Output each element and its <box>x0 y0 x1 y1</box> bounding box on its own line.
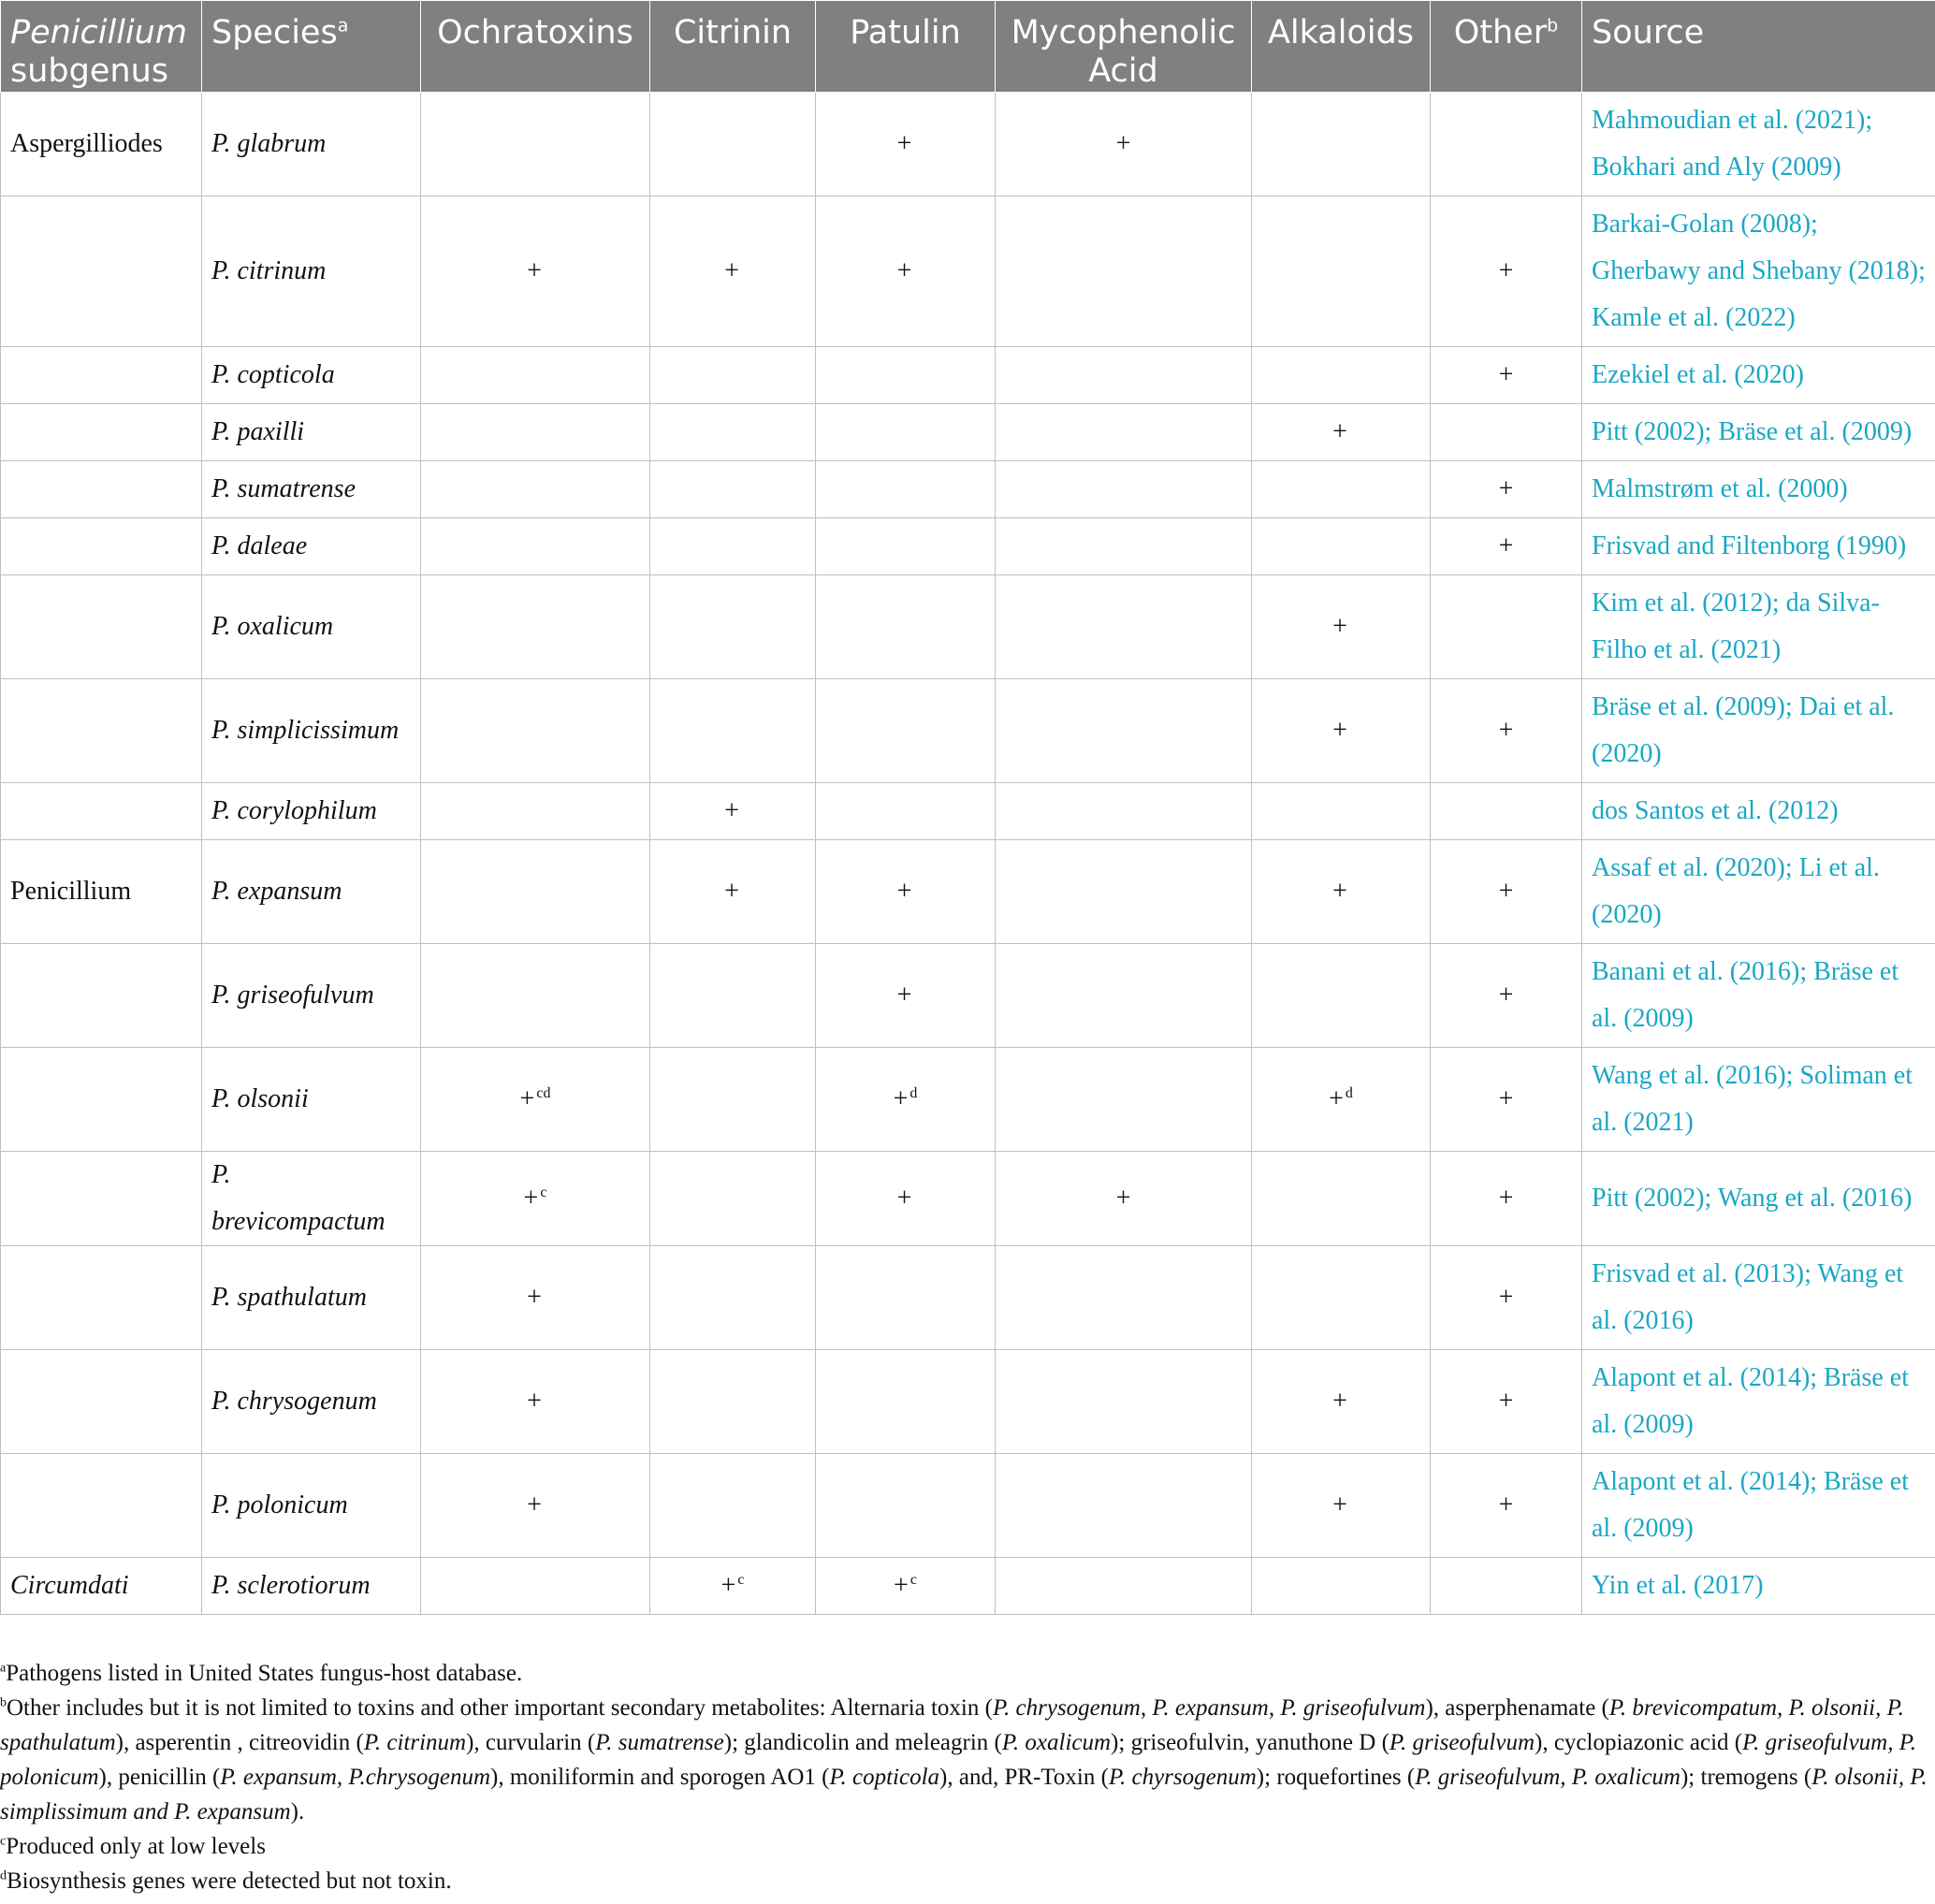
cell-ochratoxins <box>421 944 650 1048</box>
cell-subgenus <box>1 518 202 575</box>
cell-species: P. olsonii <box>202 1048 421 1152</box>
header-source: Source <box>1582 1 1935 93</box>
cell-ochratoxins <box>421 575 650 679</box>
cell-mycophenolic <box>996 783 1252 840</box>
cell-mycophenolic <box>996 679 1252 783</box>
cell-citrinin <box>650 1350 816 1454</box>
cell-other <box>1431 1048 1582 1152</box>
cell-source[interactable]: Mahmoudian et al. (2021); Bokhari and Aly (2009) <box>1582 93 1935 196</box>
cell-alkaloids <box>1252 1048 1431 1152</box>
cell-subgenus <box>1 1454 202 1558</box>
footnote-b-text: Other includes but it is not limited to toxins and other important secondary metabolites: Alternaria toxin (P. chrysogenum, P. expansum, P. griseofulvum), asperphenamate (P. brevicompatum, P. olsonii, P. spathulatum), asperentin , citreovidin (P. citrinum), curvularin (P. sumatrense); glandicolin and meleagrin (P. oxalicum); griseofulvin, yanuthone D (P. griseofulvum), cyclopiazonic acid (P. griseofulvum, P. polonicum), penicillin (P. expansum, P.chrysogenum), moniliformin and sporogen AO1 (P. copticola), and, PR-Toxin (P. chyrsogenum); roquefortines (P. griseofulvum, P. oxalicum); tremogens (P. olsonii, P. simplissimum and P. expansum). <box>0 1695 1928 1824</box>
cell-patulin <box>816 93 996 196</box>
cell-patulin <box>816 575 996 679</box>
cell-alkaloids <box>1252 783 1431 840</box>
cell-subgenus: Aspergilliodes <box>1 93 202 196</box>
cell-mycophenolic <box>996 944 1252 1048</box>
cell-other-mark: + <box>1498 531 1514 560</box>
cell-alkaloids <box>1252 1454 1431 1558</box>
cell-other-mark: + <box>1498 981 1514 1010</box>
cell-ochratoxins <box>421 1152 650 1246</box>
cell-species: P. corylophilum <box>202 783 421 840</box>
footnote-d <box>0 1864 1929 1898</box>
cell-patulin <box>816 347 996 404</box>
table-row <box>1 404 1935 461</box>
table-row <box>1 575 1935 679</box>
cell-other <box>1431 347 1582 404</box>
cell-citrinin <box>650 404 816 461</box>
cell-ochratoxins <box>421 1454 650 1558</box>
cell-species: P. spathulatum <box>202 1246 421 1350</box>
cell-subgenus <box>1 347 202 404</box>
cell-other-mark: + <box>1498 360 1514 389</box>
cell-mycophenolic <box>996 1152 1252 1246</box>
cell-source[interactable]: Kim et al. (2012); da Silva-Filho et al. (2021) <box>1582 575 1935 679</box>
cell-patulin-mark: + <box>896 256 912 285</box>
cell-citrinin <box>650 461 816 518</box>
footnote-a-mark: a <box>0 1661 7 1676</box>
cell-source[interactable]: Yin et al. (2017) <box>1582 1558 1935 1615</box>
cell-patulin <box>816 461 996 518</box>
cell-mycophenolic-mark: + <box>1115 1184 1131 1213</box>
header-subgenus-word: subgenus <box>10 52 168 90</box>
cell-mycophenolic <box>996 1350 1252 1454</box>
cell-ochratoxins <box>421 93 650 196</box>
table-row <box>1 783 1935 840</box>
header-other-footnote-mark: b <box>1547 15 1559 36</box>
cell-source[interactable]: Bräse et al. (2009); Dai et al. (2020) <box>1582 679 1935 783</box>
footnote-b <box>0 1691 1929 1829</box>
cell-patulin <box>816 679 996 783</box>
cell-subgenus <box>1 679 202 783</box>
table-row <box>1 1350 1935 1454</box>
cell-mycophenolic <box>996 461 1252 518</box>
cell-patulin-footnote-mark: d <box>909 1084 918 1101</box>
cell-other-mark: + <box>1498 1490 1514 1519</box>
cell-subgenus <box>1 461 202 518</box>
cell-other-mark: + <box>1498 256 1514 285</box>
cell-other-mark: + <box>1498 474 1514 503</box>
cell-alkaloids <box>1252 404 1431 461</box>
cell-species: P. expansum <box>202 840 421 944</box>
table-row <box>1 1454 1935 1558</box>
cell-ochratoxins <box>421 1048 650 1152</box>
cell-patulin <box>816 1048 996 1152</box>
cell-species: P. polonicum <box>202 1454 421 1558</box>
cell-ochratoxins <box>421 1558 650 1615</box>
cell-ochratoxins-mark: + <box>527 1283 542 1312</box>
cell-ochratoxins <box>421 1350 650 1454</box>
cell-source[interactable]: Banani et al. (2016); Bräse et al. (2009) <box>1582 944 1935 1048</box>
cell-ochratoxins <box>421 1246 650 1350</box>
cell-species: P. glabrum <box>202 93 421 196</box>
cell-alkaloids-mark: + <box>1332 612 1347 641</box>
cell-alkaloids-mark: + <box>1332 417 1347 446</box>
header-row <box>1 1 1935 93</box>
cell-patulin <box>816 1454 996 1558</box>
footnote-b-mark: b <box>0 1695 7 1710</box>
footnotes <box>0 1656 1935 1898</box>
footnote-c-mark: c <box>0 1834 7 1849</box>
cell-citrinin <box>650 518 816 575</box>
header-other-label: Other <box>1453 14 1548 51</box>
cell-alkaloids <box>1252 944 1431 1048</box>
cell-subgenus <box>1 575 202 679</box>
cell-alkaloids-mark: + <box>1329 1084 1344 1113</box>
cell-alkaloids-mark: + <box>1332 877 1347 906</box>
table-row <box>1 93 1935 196</box>
table-row <box>1 1152 1935 1246</box>
cell-patulin <box>816 404 996 461</box>
cell-ochratoxins <box>421 679 650 783</box>
cell-citrinin-mark: + <box>724 256 739 285</box>
cell-alkaloids-footnote-mark: d <box>1345 1084 1353 1101</box>
cell-mycophenolic <box>996 196 1252 347</box>
cell-mycophenolic <box>996 404 1252 461</box>
cell-species: P. brevicompactum <box>202 1152 421 1246</box>
cell-species: P. chrysogenum <box>202 1350 421 1454</box>
cell-subgenus <box>1 404 202 461</box>
cell-citrinin <box>650 196 816 347</box>
cell-patulin <box>816 1246 996 1350</box>
table-row <box>1 1048 1935 1152</box>
cell-patulin-mark: + <box>893 1084 909 1113</box>
cell-other <box>1431 840 1582 944</box>
cell-source[interactable]: Alapont et al. (2014); Bräse et al. (2009) <box>1582 1454 1935 1558</box>
cell-mycophenolic <box>996 840 1252 944</box>
cell-source[interactable]: Barkai-Golan (2008); Gherbawy and Shebany (2018); Kamle et al. (2022) <box>1582 196 1935 347</box>
cell-other <box>1431 196 1582 347</box>
header-mycophenolic-line2: Acid <box>1088 52 1158 90</box>
cell-species: P. sclerotiorum <box>202 1558 421 1615</box>
cell-citrinin-footnote-mark: c <box>737 1571 745 1588</box>
cell-citrinin <box>650 1558 816 1615</box>
cell-alkaloids <box>1252 196 1431 347</box>
cell-patulin-mark: + <box>896 877 912 906</box>
header-citrinin: Citrinin <box>650 1 816 93</box>
cell-other <box>1431 1558 1582 1615</box>
cell-patulin <box>816 518 996 575</box>
cell-species: P. daleae <box>202 518 421 575</box>
cell-source[interactable]: dos Santos et al. (2012) <box>1582 783 1935 840</box>
cell-mycophenolic <box>996 347 1252 404</box>
cell-other-mark: + <box>1498 716 1514 745</box>
cell-citrinin <box>650 783 816 840</box>
cell-citrinin-mark: + <box>724 796 739 825</box>
table-row <box>1 1558 1935 1615</box>
cell-alkaloids <box>1252 347 1431 404</box>
cell-source[interactable]: Malmstrøm et al. (2000) <box>1582 461 1935 518</box>
cell-patulin-mark: + <box>896 129 912 158</box>
cell-patulin <box>816 1558 996 1615</box>
cell-source[interactable]: Pitt (2002); Bräse et al. (2009) <box>1582 404 1935 461</box>
cell-patulin-mark: + <box>894 1571 909 1600</box>
cell-citrinin <box>650 93 816 196</box>
table-row <box>1 347 1935 404</box>
cell-species: P. simplicissimum <box>202 679 421 783</box>
cell-ochratoxins <box>421 518 650 575</box>
cell-other-mark: + <box>1498 877 1514 906</box>
cell-source[interactable]: Pitt (2002); Wang et al. (2016) <box>1582 1152 1935 1246</box>
table-row <box>1 679 1935 783</box>
cell-source[interactable]: Assaf et al. (2020); Li et al. (2020) <box>1582 840 1935 944</box>
cell-citrinin <box>650 1152 816 1246</box>
cell-alkaloids-mark: + <box>1332 716 1347 745</box>
cell-ochratoxins <box>421 840 650 944</box>
cell-mycophenolic <box>996 1048 1252 1152</box>
header-mycophenolic-acid <box>996 1 1252 93</box>
cell-subgenus <box>1 1048 202 1152</box>
cell-citrinin <box>650 840 816 944</box>
cell-citrinin <box>650 679 816 783</box>
cell-ochratoxins <box>421 196 650 347</box>
cell-ochratoxins <box>421 347 650 404</box>
cell-other-mark: + <box>1498 1283 1514 1312</box>
cell-citrinin <box>650 1454 816 1558</box>
cell-other <box>1431 1152 1582 1246</box>
header-subgenus-genus: Penicillium <box>10 14 187 51</box>
table-row <box>1 944 1935 1048</box>
cell-patulin <box>816 840 996 944</box>
cell-patulin <box>816 944 996 1048</box>
cell-ochratoxins <box>421 404 650 461</box>
cell-citrinin <box>650 347 816 404</box>
cell-mycophenolic <box>996 1454 1252 1558</box>
cell-other-mark: + <box>1498 1084 1514 1113</box>
table-row <box>1 518 1935 575</box>
cell-ochratoxins-mark: + <box>527 1490 542 1519</box>
cell-other <box>1431 404 1582 461</box>
cell-alkaloids <box>1252 1558 1431 1615</box>
cell-ochratoxins-mark: + <box>527 1387 542 1416</box>
header-other <box>1431 1 1582 93</box>
footnote-a-text: Pathogens listed in United States fungus-host database. <box>6 1661 523 1686</box>
table-body <box>1 93 1935 1615</box>
cell-patulin <box>816 783 996 840</box>
cell-species: P. paxilli <box>202 404 421 461</box>
cell-ochratoxins-mark: + <box>523 1184 539 1213</box>
cell-alkaloids <box>1252 461 1431 518</box>
cell-species: P. sumatrense <box>202 461 421 518</box>
cell-mycophenolic <box>996 518 1252 575</box>
cell-citrinin <box>650 1246 816 1350</box>
cell-alkaloids <box>1252 1350 1431 1454</box>
cell-subgenus <box>1 1152 202 1246</box>
cell-mycophenolic <box>996 1246 1252 1350</box>
cell-other <box>1431 1350 1582 1454</box>
cell-citrinin <box>650 575 816 679</box>
cell-mycophenolic <box>996 1558 1252 1615</box>
footnote-c <box>0 1829 1929 1864</box>
cell-subgenus <box>1 944 202 1048</box>
footnote-d-text: Biosynthesis genes were detected but not toxin. <box>7 1868 452 1894</box>
cell-patulin <box>816 1350 996 1454</box>
cell-alkaloids <box>1252 518 1431 575</box>
cell-alkaloids-mark: + <box>1332 1490 1347 1519</box>
cell-species: P. griseofulvum <box>202 944 421 1048</box>
cell-patulin-mark: + <box>896 1184 912 1213</box>
cell-ochratoxins <box>421 783 650 840</box>
table-row <box>1 461 1935 518</box>
cell-alkaloids <box>1252 575 1431 679</box>
footnote-d-mark: d <box>0 1868 7 1883</box>
cell-source[interactable]: Ezekiel et al. (2020) <box>1582 347 1935 404</box>
header-species-label: Species <box>211 14 338 51</box>
cell-citrinin <box>650 944 816 1048</box>
cell-source[interactable]: Frisvad et al. (2013); Wang et al. (2016) <box>1582 1246 1935 1350</box>
cell-mycophenolic <box>996 575 1252 679</box>
cell-patulin-mark: + <box>896 981 912 1010</box>
table-row <box>1 840 1935 944</box>
cell-ochratoxins-footnote-mark: cd <box>536 1084 551 1101</box>
footnote-a <box>0 1656 1929 1691</box>
cell-patulin <box>816 1152 996 1246</box>
cell-alkaloids <box>1252 840 1431 944</box>
cell-other-mark: + <box>1498 1184 1514 1213</box>
cell-other <box>1431 783 1582 840</box>
cell-other <box>1431 461 1582 518</box>
cell-other <box>1431 944 1582 1048</box>
cell-alkaloids <box>1252 1152 1431 1246</box>
cell-citrinin <box>650 1048 816 1152</box>
header-subgenus <box>1 1 202 93</box>
cell-subgenus: Penicillium <box>1 840 202 944</box>
cell-subgenus <box>1 196 202 347</box>
table-row <box>1 1246 1935 1350</box>
cell-source[interactable]: Alapont et al. (2014); Bräse et al. (2009) <box>1582 1350 1935 1454</box>
cell-citrinin-mark: + <box>720 1571 736 1600</box>
footnote-c-text: Produced only at low levels <box>6 1834 266 1859</box>
header-ochratoxins: Ochratoxins <box>421 1 650 93</box>
cell-source[interactable]: Frisvad and Filtenborg (1990) <box>1582 518 1935 575</box>
cell-alkaloids <box>1252 679 1431 783</box>
cell-subgenus <box>1 783 202 840</box>
cell-source[interactable]: Wang et al. (2016); Soliman et al. (2021) <box>1582 1048 1935 1152</box>
header-mycophenolic-line1: Mycophenolic <box>1011 14 1236 51</box>
cell-subgenus <box>1 1246 202 1350</box>
cell-other <box>1431 679 1582 783</box>
cell-other <box>1431 1246 1582 1350</box>
cell-species: P. oxalicum <box>202 575 421 679</box>
header-patulin: Patulin <box>816 1 996 93</box>
cell-species: P. copticola <box>202 347 421 404</box>
header-alkaloids: Alkaloids <box>1252 1 1431 93</box>
cell-other <box>1431 518 1582 575</box>
header-species <box>202 1 421 93</box>
cell-other <box>1431 93 1582 196</box>
cell-subgenus <box>1 1350 202 1454</box>
table-row <box>1 196 1935 347</box>
cell-patulin <box>816 196 996 347</box>
cell-mycophenolic <box>996 93 1252 196</box>
cell-other-mark: + <box>1498 1387 1514 1416</box>
cell-patulin-footnote-mark: c <box>909 1571 917 1588</box>
cell-mycophenolic-mark: + <box>1115 129 1131 158</box>
cell-other <box>1431 575 1582 679</box>
cell-ochratoxins-mark: + <box>519 1084 535 1113</box>
cell-ochratoxins <box>421 461 650 518</box>
cell-alkaloids <box>1252 1246 1431 1350</box>
cell-alkaloids <box>1252 93 1431 196</box>
cell-species: P. citrinum <box>202 196 421 347</box>
cell-subgenus: Circumdati <box>1 1558 202 1615</box>
cell-alkaloids-mark: + <box>1332 1387 1347 1416</box>
cell-other <box>1431 1454 1582 1558</box>
header-species-footnote-mark: a <box>337 15 349 36</box>
cell-ochratoxins-footnote-mark: c <box>540 1184 547 1200</box>
cell-ochratoxins-mark: + <box>527 256 542 285</box>
cell-citrinin-mark: + <box>724 877 739 906</box>
